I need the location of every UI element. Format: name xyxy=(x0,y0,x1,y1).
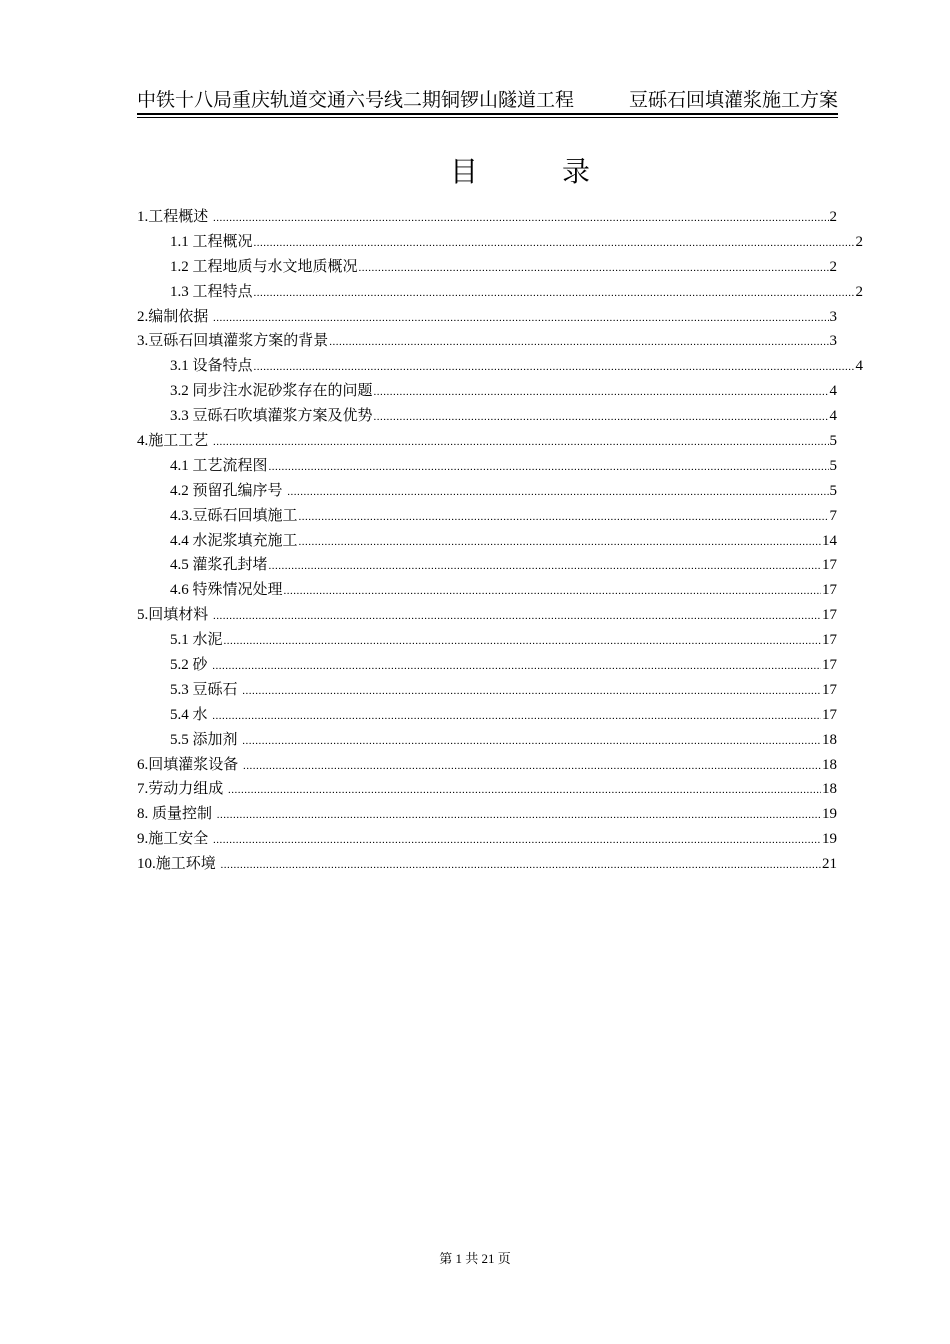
toc-dot-leader xyxy=(359,256,829,281)
toc-entry[interactable] xyxy=(137,404,837,429)
toc-entry-page-number: 5 xyxy=(829,457,837,474)
toc-entry-page-number: 18 xyxy=(822,781,837,798)
toc-entry-page-number: 2 xyxy=(829,209,837,225)
toc-entry[interactable] xyxy=(137,454,837,479)
toc-entry-page-number: 17 xyxy=(822,582,837,599)
toc-entry-page-number: 17 xyxy=(822,557,837,574)
toc-dot-leader xyxy=(213,604,821,629)
toc-dot-leader xyxy=(287,480,828,505)
toc-entry-label: 5.回填材料 xyxy=(137,607,213,624)
toc-dot-leader xyxy=(284,579,821,604)
toc-entry-label: 4.1 工艺流程图 xyxy=(170,457,268,474)
toc-entry-label: 8. 质量控制 xyxy=(137,806,216,823)
toc-entry-label: 10.施工环境 xyxy=(137,856,220,873)
toc-dot-leader xyxy=(269,554,821,579)
toc-dot-leader xyxy=(299,505,829,530)
toc-entry[interactable] xyxy=(137,852,837,877)
toc-dot-leader xyxy=(254,231,855,256)
toc-entry-label: 2.编制依据 xyxy=(137,308,213,325)
toc-entry-page-number: 4 xyxy=(829,408,837,425)
toc-entry[interactable] xyxy=(137,280,863,305)
toc-entry[interactable] xyxy=(137,255,837,280)
toc-entry[interactable] xyxy=(137,678,837,703)
toc-dot-leader xyxy=(269,455,829,480)
toc-entry-label: 5.2 砂 xyxy=(170,657,212,674)
toc-entry[interactable] xyxy=(137,529,837,554)
toc-dot-leader xyxy=(221,853,821,878)
toc-entry-label: 6.回填灌浆设备 xyxy=(137,756,243,773)
header-document-title: 豆砾石回填灌浆施工方案 xyxy=(628,90,838,111)
toc-entry[interactable] xyxy=(137,205,837,230)
toc-dot-leader xyxy=(213,206,828,231)
toc-entry-page-number: 3 xyxy=(829,333,837,350)
toc-entry-label: 5.4 水 xyxy=(170,706,212,723)
toc-entry-page-number: 17 xyxy=(822,706,837,723)
toc-entry-label: 5.1 水泥 xyxy=(170,632,223,649)
toc-entry[interactable] xyxy=(137,354,863,379)
toc-entry-label: 4.6 特殊情况处理 xyxy=(170,582,283,599)
toc-entry-page-number: 17 xyxy=(822,681,837,698)
toc-entry-label: 4.5 灌浆孔封堵 xyxy=(170,557,268,574)
toc-dot-leader xyxy=(243,754,821,779)
toc-entry-label: 4.4 水泥浆填充施工 xyxy=(170,532,298,549)
toc-entry[interactable] xyxy=(137,429,837,454)
toc-entry[interactable] xyxy=(137,728,837,753)
toc-entry-page-number: 17 xyxy=(822,657,837,674)
header-rule xyxy=(137,113,838,115)
toc-entry[interactable] xyxy=(137,504,837,529)
toc-dot-leader xyxy=(254,355,855,380)
toc-entry[interactable] xyxy=(137,329,837,354)
toc-dot-leader xyxy=(299,530,821,555)
toc-entry-page-number: 19 xyxy=(822,831,837,848)
toc-entry[interactable] xyxy=(137,753,837,778)
toc-entry[interactable] xyxy=(137,827,837,852)
toc-entry[interactable] xyxy=(137,578,837,603)
toc-entry-page-number: 2 xyxy=(855,233,863,250)
toc-dot-leader xyxy=(212,654,821,679)
toc-dot-leader xyxy=(242,679,821,704)
toc-dot-leader xyxy=(329,330,828,355)
toc-entry-page-number: 4 xyxy=(855,358,863,375)
toc-entry-page-number: 17 xyxy=(822,632,837,649)
table-of-contents xyxy=(137,205,863,877)
toc-entry-page-number: 2 xyxy=(829,258,837,275)
toc-entry[interactable] xyxy=(137,802,837,827)
toc-entry-page-number: 18 xyxy=(822,756,837,773)
title-char-2: 录 xyxy=(562,157,591,188)
toc-entry-page-number: 14 xyxy=(822,532,837,549)
toc-entry[interactable] xyxy=(137,653,837,678)
toc-entry[interactable] xyxy=(137,603,837,628)
title-char-1: 目 xyxy=(449,157,478,188)
toc-entry[interactable] xyxy=(137,628,837,653)
toc-entry-label: 4.2 预留孔编序号 xyxy=(170,482,287,499)
toc-entry-label: 4.施工工艺 xyxy=(137,433,213,450)
toc-dot-leader xyxy=(228,778,821,803)
toc-entry-label: 3.3 豆砾石吹填灌浆方案及优势 xyxy=(170,408,373,425)
toc-dot-leader xyxy=(217,803,821,828)
page-footer: 第 1 共 21 页 xyxy=(439,1251,511,1266)
toc-entry-label: 1.工程概述 xyxy=(137,209,213,225)
toc-entry[interactable] xyxy=(137,703,837,728)
toc-entry-label: 4.3.豆砾石回填施工 xyxy=(170,507,298,524)
toc-entry[interactable] xyxy=(137,479,837,504)
toc-entry[interactable] xyxy=(137,305,837,330)
toc-dot-leader xyxy=(224,629,821,654)
running-header xyxy=(137,88,838,114)
toc-dot-leader xyxy=(374,405,829,430)
toc-entry-page-number: 5 xyxy=(829,482,837,499)
toc-entry-page-number: 2 xyxy=(855,283,863,300)
toc-entry-page-number: 17 xyxy=(822,607,837,624)
page-title xyxy=(0,150,950,190)
header-rule-thin xyxy=(137,117,838,118)
toc-entry-label: 3.2 同步注水泥砂浆存在的问题 xyxy=(170,383,373,400)
toc-entry-page-number: 21 xyxy=(822,856,837,873)
toc-entry-label: 3.豆砾石回填灌浆方案的背景 xyxy=(137,333,329,350)
toc-entry-label: 7.劳动力组成 xyxy=(137,781,228,798)
toc-dot-leader xyxy=(374,380,829,405)
toc-entry[interactable] xyxy=(137,777,837,802)
toc-entry-page-number: 4 xyxy=(829,383,837,400)
header-project-title: 中铁十八局重庆轨道交通六号线二期铜锣山隧道工程 xyxy=(137,90,575,111)
toc-entry-page-number: 7 xyxy=(829,507,837,524)
toc-entry[interactable] xyxy=(137,553,837,578)
toc-entry-page-number: 18 xyxy=(822,731,837,748)
toc-entry-label: 1.2 工程地质与水文地质概况 xyxy=(170,258,358,275)
toc-dot-leader xyxy=(213,430,828,455)
toc-dot-leader xyxy=(213,828,821,853)
toc-entry-label: 9.施工安全 xyxy=(137,831,213,848)
toc-dot-leader xyxy=(213,306,828,331)
toc-entry-page-number: 19 xyxy=(822,806,837,823)
toc-dot-leader xyxy=(242,729,821,754)
toc-entry-label: 1.3 工程特点 xyxy=(170,283,253,300)
toc-dot-leader xyxy=(212,704,821,729)
toc-entry-page-number: 3 xyxy=(829,308,837,325)
toc-entry[interactable] xyxy=(137,379,837,404)
toc-dot-leader xyxy=(254,281,855,306)
toc-entry-label: 1.1 工程概况 xyxy=(170,233,253,250)
toc-entry-label: 3.1 设备特点 xyxy=(170,358,253,375)
toc-entry-label: 5.3 豆砾石 xyxy=(170,681,242,698)
toc-entry-page-number: 5 xyxy=(829,433,837,450)
toc-entry-label: 5.5 添加剂 xyxy=(170,731,242,748)
toc-entry[interactable] xyxy=(137,230,863,255)
